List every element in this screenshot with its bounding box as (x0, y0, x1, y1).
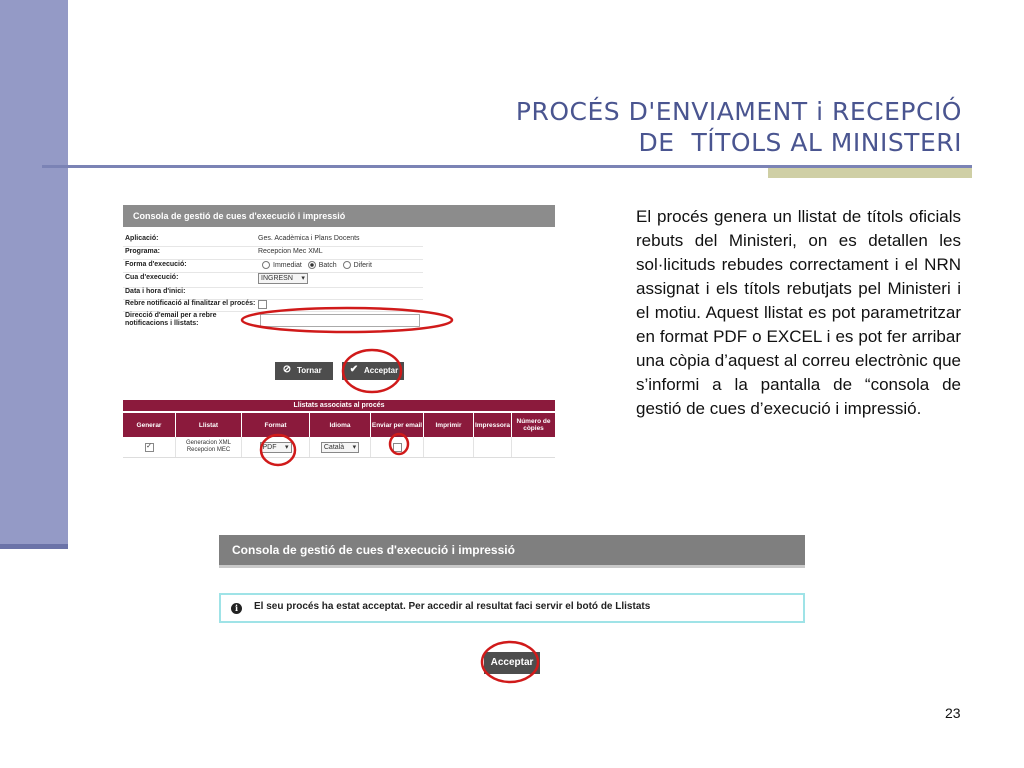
acceptar-confirm-button[interactable]: Acceptar (484, 652, 540, 674)
info-message: El seu procés ha estat acceptat. Per accedir al resultat faci servir el botó de Llistats (254, 601, 651, 612)
col-num-copies: Número de còpies (512, 413, 555, 437)
check-icon: ✔ (349, 364, 359, 375)
field-label: Aplicació: (125, 235, 159, 242)
field-forma-execucio (123, 260, 423, 273)
grid-columns (123, 413, 555, 437)
field-label (125, 312, 217, 328)
col-idioma: Idioma (310, 413, 371, 437)
cell-impressora (474, 437, 512, 457)
generar-checkbox[interactable]: ✓ (146, 442, 152, 450)
format-select[interactable]: PDF ▾ (260, 442, 292, 453)
llistat-line2: Recepcion MEC (186, 447, 231, 453)
slide-title (516, 96, 962, 158)
radio-diferit[interactable] (343, 261, 351, 269)
col-imprimir: Imprimir (424, 413, 474, 437)
acceptar-button[interactable] (342, 362, 404, 380)
info-message-box (219, 593, 805, 623)
queue-select[interactable]: INGRESN ▾ (258, 273, 308, 284)
field-label-line1: Direcció d'email per a rebre (125, 312, 217, 319)
accent-bar (768, 168, 972, 178)
cell-format (242, 437, 310, 457)
tornar-button-label: Tornar (297, 366, 322, 375)
radio-immediat[interactable] (262, 261, 270, 269)
slide-title-line1: PROCÉS D'ENVIAMENT i RECEPCIÓ (515, 97, 962, 126)
cell-generar (123, 437, 176, 457)
col-enviar-email: Enviar per email (371, 413, 424, 437)
confirmation-header: Consola de gestió de cues d'execució i impressió (219, 535, 805, 565)
field-label-line2: notificacions i llistats: (125, 320, 199, 327)
field-label: Data i hora d'inici: (125, 288, 186, 295)
radio-label: Diferit (353, 261, 372, 269)
console-form-screenshot (123, 205, 555, 457)
col-generar: Generar (123, 413, 176, 437)
confirmation-screenshot (219, 535, 805, 695)
table-row (123, 437, 555, 458)
slide-sidebar-bar (0, 0, 68, 548)
cell-imprimir (424, 437, 474, 457)
field-aplicacio (123, 234, 423, 247)
grid-title: Llistats associats al procés (123, 400, 555, 411)
field-programa (123, 247, 423, 260)
field-label: Programa: (125, 248, 161, 255)
field-value: Recepcion Mec XML (258, 248, 323, 255)
cell-num-copies (512, 437, 555, 457)
queue-select-wrap (258, 273, 308, 284)
cell-idioma (310, 437, 371, 457)
cell-llistat (176, 437, 242, 457)
cell-enviar-email (371, 437, 424, 457)
radio-batch[interactable] (308, 261, 316, 269)
col-impressora: Impressora (474, 413, 512, 437)
col-format: Format (242, 413, 310, 437)
field-cua-execucio (123, 273, 423, 288)
header-shadow (219, 565, 805, 568)
idioma-select[interactable]: Català ▾ (321, 442, 359, 453)
field-label: Cua d'execució: (125, 274, 179, 281)
email-input[interactable] (260, 314, 420, 327)
field-value: Ges. Acadèmica i Plans Docents (258, 235, 360, 242)
enviar-email-checkbox[interactable] (393, 443, 402, 452)
info-icon: i (231, 603, 242, 614)
slide-body-text: El procés genera un llistat de títols oficials rebuts del Ministeri, on es detallen les sol·licituds rebudes correctament i el NRN assignat i els títols rebutjats pel Ministeri i el motiu. Aquest llistat es pot parametritzar en format PDF o EXCEL i es pot fer arribar una còpia d’aquest al correu electrònic que s’informi a la pantalla de “consola de gestió de cues d’execució i impressió. (636, 207, 961, 418)
tornar-button[interactable] (275, 362, 333, 380)
field-label: Forma d'execució: (125, 261, 187, 268)
slide-sidebar-bottom (0, 544, 68, 549)
radio-group (258, 261, 372, 269)
notify-checkbox[interactable] (258, 300, 267, 309)
llistat-line1: Generacion XML (185, 440, 232, 446)
field-label: Rebre notificació al finalitzar el procés: (125, 300, 256, 307)
notify-checkbox-wrap (258, 300, 267, 309)
no-entry-icon: ⊘ (282, 364, 292, 375)
acceptar-button-label: Acceptar (364, 366, 399, 375)
slide-number: 23 (945, 705, 961, 721)
console-form-header: Consola de gestió de cues d'execució i impressió (123, 205, 555, 227)
slide-title-line2: DE TÍTOLS AL MINISTERI (638, 128, 962, 157)
radio-label: Immediat (273, 261, 302, 269)
col-llistat: Llistat (176, 413, 242, 437)
radio-label: Batch (318, 261, 337, 269)
